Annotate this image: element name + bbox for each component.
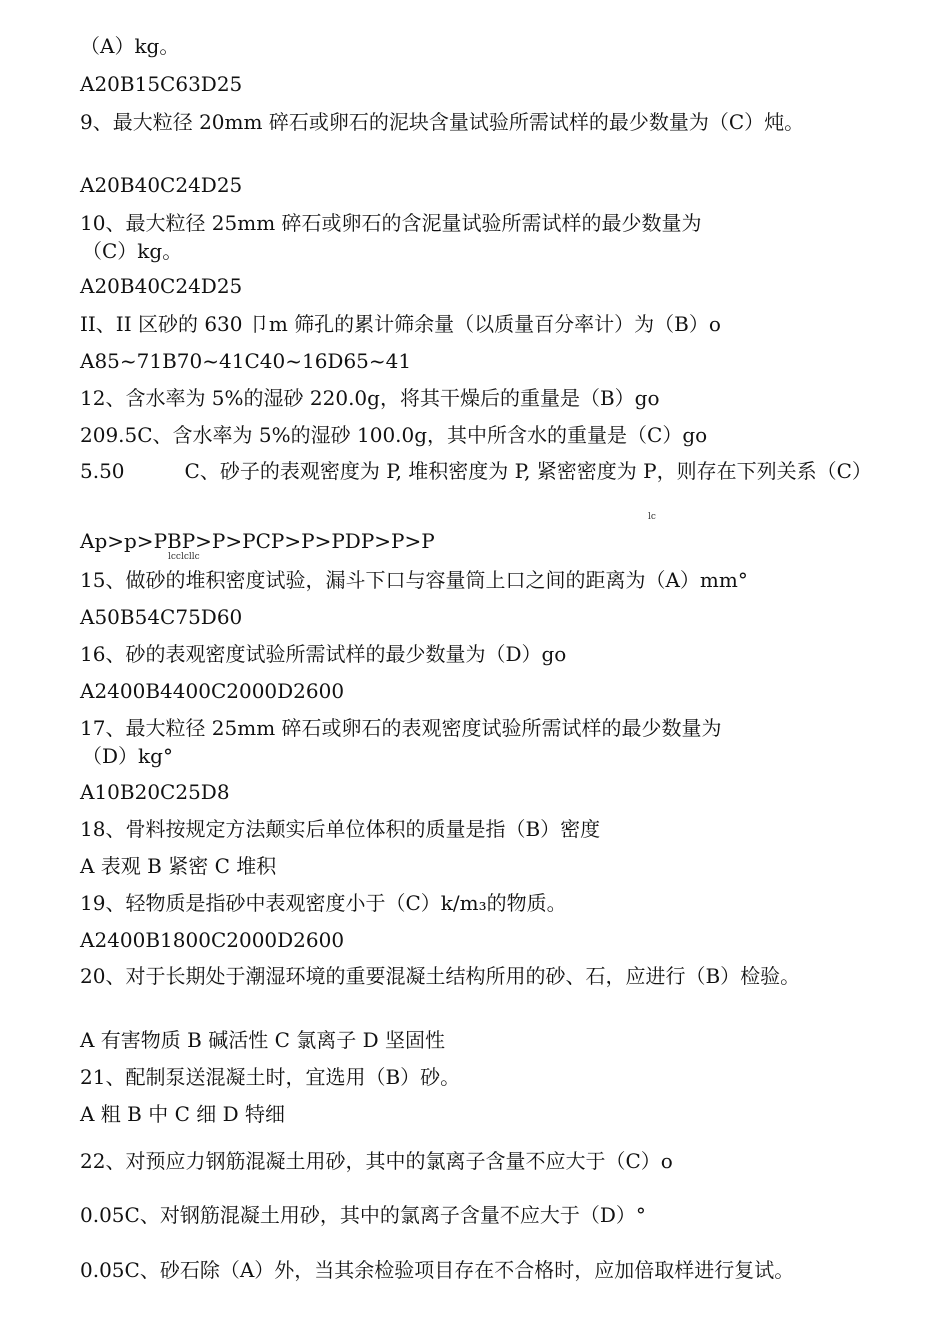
text-line: A 有害物质 B 碱活性 C 氯离子 D 坚固性 [80,1028,445,1052]
question-10: 10、最大粒径 25mm 碎石或卵石的含泥量试验所需试样的最少数量为 [80,211,702,235]
text-line: （D）kg° [82,744,173,768]
text-line: A 表观 B 紧密 C 堆积 [80,854,277,878]
text-line: A2400B4400C2000D2600 [80,679,345,703]
text-line: A2400B1800C2000D2600 [80,928,345,952]
text-line: Ap>p>PBP>P>PCP>P>PDP>P>P [80,529,435,553]
question-24: 0.05C、砂石除（A）外，当其余检验项目存在不合格时，应加倍取样进行复试。 [80,1258,795,1282]
subscript-mark: lcclcllc [168,552,200,562]
text-line: A20B15C63D25 [80,72,243,96]
question-14: 5.50 C、砂子的表观密度为 P, 堆积密度为 P, 紧密密度为 P，则存在下列关系（C） [80,459,872,483]
text-line: （A）kg。 [80,34,180,58]
text-line: A10B20C25D8 [80,780,230,804]
question-17: 17、最大粒径 25mm 碎石或卵石的表观密度试验所需试样的最少数量为 [80,716,722,740]
text-line: A 粗 B 中 C 细 D 特细 [80,1102,285,1126]
question-11: II、II 区砂的 630 卩m 筛孔的累计筛余量（以质量百分率计）为（B）o [80,312,721,336]
subscript-mark: lc [648,512,656,522]
question-9: 9、最大粒径 20mm 碎石或卵石的泥块含量试验所需试样的最少数量为（C）炖。 [80,110,805,134]
question-18: 18、骨料按规定方法颠实后单位体积的质量是指（B）密度 [80,817,601,841]
question-22: 22、对预应力钢筋混凝土用砂，其中的氯离子含量不应大于（C）o [80,1149,673,1173]
question-12: 12、含水率为 5%的湿砂 220.0g，将其干燥后的重量是（B）go [80,386,660,410]
question-13: 209.5C、含水率为 5%的湿砂 100.0g，其中所含水的重量是（C）go [80,423,708,447]
question-21: 21、配制泵送混凝土时，宜选用（B）砂。 [80,1065,461,1089]
question-20: 20、对于长期处于潮湿环境的重要混凝土结构所用的砂、石，应进行（B）检验。 [80,964,801,988]
question-15: 15、做砂的堆积密度试验，漏斗下口与容量筒上口之间的距离为（A）mm° [80,568,748,592]
text-line: A85~71B70~41C40~16D65~41 [80,349,412,373]
question-19: 19、轻物质是指砂中表观密度小于（C）k/m₃的物质。 [80,891,567,915]
text-line: A20B40C24D25 [80,274,243,298]
text-line: A20B40C24D25 [80,173,243,197]
question-16: 16、砂的表观密度试验所需试样的最少数量为（D）go [80,642,567,666]
question-23: 0.05C、对钢筋混凝土用砂，其中的氯离子含量不应大于（D）° [80,1203,646,1227]
text-line: （C）kg。 [82,239,183,263]
text-line: A50B54C75D60 [80,605,243,629]
